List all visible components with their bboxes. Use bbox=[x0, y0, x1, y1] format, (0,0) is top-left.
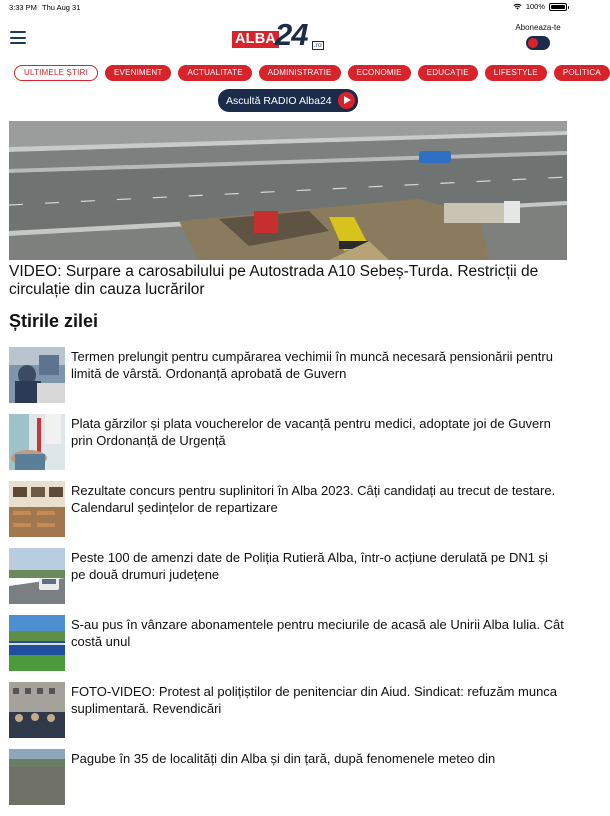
news-thumbnail bbox=[9, 749, 65, 805]
news-thumbnail bbox=[9, 548, 65, 604]
category-tab[interactable]: EDUCAȚIE bbox=[418, 65, 478, 81]
hero-title[interactable]: VIDEO: Surpare a carosabilului pe Autostrada A10 Sebeș-Turda. Restricții de circulație din cauza lucrărilor bbox=[9, 263, 539, 298]
list-item[interactable] bbox=[9, 481, 569, 548]
news-title: Peste 100 de amenzi date de Poliția Rutieră Alba, într-o acțiune derulată pe DN1 și pe două drumuri județene bbox=[71, 550, 548, 582]
list-item[interactable] bbox=[9, 548, 569, 615]
news-list bbox=[9, 347, 569, 816]
status-bar bbox=[0, 0, 576, 14]
status-time: 3:33 PM bbox=[9, 3, 37, 12]
category-tab[interactable]: ACTUALITATE bbox=[178, 65, 251, 81]
list-item[interactable] bbox=[9, 414, 569, 481]
news-thumbnail bbox=[9, 682, 65, 738]
status-date: Thu Aug 31 bbox=[42, 3, 81, 12]
subscribe-control bbox=[508, 23, 568, 50]
list-item[interactable] bbox=[9, 749, 569, 816]
category-tabs bbox=[14, 65, 601, 81]
section-title: Știrile zilei bbox=[9, 311, 99, 331]
site-logo[interactable] bbox=[232, 17, 324, 52]
category-tab[interactable]: ADMINISTRATIE bbox=[259, 65, 341, 81]
news-title: Termen prelungit pentru cumpărarea vechimii în muncă necesară pensionării pentru limită de vârstă. Ordonanță aprobată de Guvern bbox=[71, 349, 553, 381]
news-thumbnail bbox=[9, 414, 65, 470]
news-title: Pagube în 35 de localități din Alba și din țară, după fenomenele meteo din bbox=[71, 751, 496, 766]
list-item[interactable] bbox=[9, 615, 569, 682]
news-thumbnail bbox=[9, 481, 65, 537]
status-right bbox=[513, 2, 567, 11]
news-thumbnail bbox=[9, 347, 65, 403]
category-tab[interactable]: POLITICA bbox=[554, 65, 610, 81]
battery-percent: 100% bbox=[525, 2, 545, 11]
news-title: S-au pus în vânzare abonamentele pentru meciurile de acasă ale Unirii Alba Iulia. Cât costă unul bbox=[71, 617, 564, 649]
logo-alba-text: ALBA bbox=[232, 31, 279, 48]
battery-icon bbox=[549, 3, 567, 11]
news-title: Plata gărzilor și plata voucherelor de vacanță pentru medici, adoptate joi de Guvern prin Ordonanță de Urgență bbox=[71, 416, 551, 448]
play-icon bbox=[338, 92, 355, 109]
list-item[interactable] bbox=[9, 682, 569, 749]
menu-icon[interactable] bbox=[10, 31, 26, 44]
subscribe-label: Aboneaza-te bbox=[515, 23, 561, 32]
radio-label: Ascultă RADIO Alba24 bbox=[226, 94, 332, 107]
logo-number: 24 bbox=[275, 17, 308, 52]
wifi-icon bbox=[513, 3, 522, 10]
subscribe-toggle[interactable] bbox=[526, 36, 550, 50]
list-item[interactable] bbox=[9, 347, 569, 414]
category-tab[interactable]: ECONOMIE bbox=[348, 65, 411, 81]
hero-photo bbox=[9, 121, 567, 260]
hero-image[interactable] bbox=[9, 121, 567, 260]
news-title: FOTO-VIDEO: Protest al polițiștilor de penitenciar din Aiud. Sindicat: refuzăm munca suplimentară. Revendicări bbox=[71, 684, 558, 716]
news-title: Rezultate concurs pentru suplinitori în Alba 2023. Câți candidați au trecut de testare. Calendarul ședințelor de repartizare bbox=[71, 483, 556, 515]
logo-suffix: .ro bbox=[314, 42, 322, 49]
radio-button[interactable] bbox=[218, 89, 358, 112]
news-thumbnail bbox=[9, 615, 65, 671]
category-tab[interactable]: EVENIMENT bbox=[105, 65, 171, 81]
category-tab[interactable]: ULTIMELE ȘTIRI bbox=[14, 65, 98, 81]
category-tab[interactable]: LIFESTYLE bbox=[485, 65, 547, 81]
